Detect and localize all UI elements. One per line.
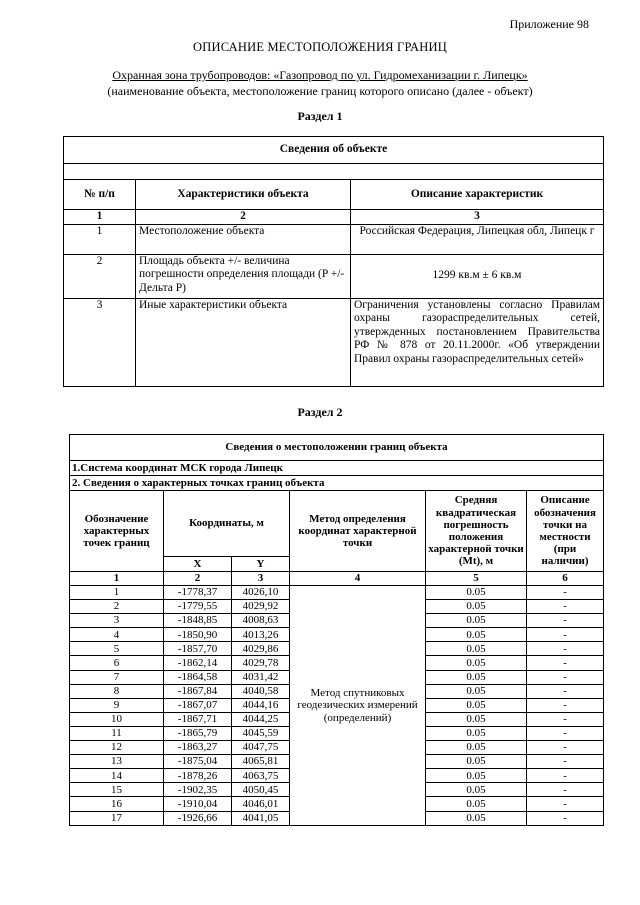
- point-id: 7: [70, 670, 164, 684]
- row-characteristic: Иные характеристики объекта: [136, 298, 351, 386]
- point-description: -: [527, 656, 604, 670]
- point-description: -: [527, 811, 604, 825]
- point-error: 0.05: [426, 670, 527, 684]
- document-title: ОПИСАНИЕ МЕСТОПОЛОЖЕНИЯ ГРАНИЦ: [193, 40, 447, 54]
- point-y: 4026,10: [232, 586, 290, 600]
- point-id: 16: [70, 797, 164, 811]
- point-error: 0.05: [426, 698, 527, 712]
- boundary-table-title: Сведения о местоположении границ объекта: [70, 435, 604, 461]
- point-y: 4029,78: [232, 656, 290, 670]
- header-x: X: [164, 557, 232, 572]
- header-characteristic: Характеристики объекта: [136, 180, 351, 210]
- col-number: 2: [164, 572, 232, 586]
- point-description: -: [527, 614, 604, 628]
- point-description: -: [527, 628, 604, 642]
- col-number: 3: [351, 210, 604, 225]
- point-y: 4050,45: [232, 783, 290, 797]
- point-x: -1910,04: [164, 797, 232, 811]
- point-id: 6: [70, 656, 164, 670]
- header-designation: Обозначение характерных точек границ: [70, 491, 164, 572]
- appendix-label: Приложение 98: [509, 17, 589, 31]
- point-id: 9: [70, 698, 164, 712]
- header-num: № п/п: [64, 180, 136, 210]
- coord-system: 1.Система координат МСК города Липецк: [70, 461, 604, 476]
- table-row: [64, 224, 604, 254]
- row-description: 1299 кв.м ± 6 кв.м: [351, 254, 604, 298]
- point-description: -: [527, 642, 604, 656]
- point-x: -1779,55: [164, 600, 232, 614]
- point-id: 5: [70, 642, 164, 656]
- point-y: 4045,59: [232, 726, 290, 740]
- point-description: -: [527, 755, 604, 769]
- point-x: -1902,35: [164, 783, 232, 797]
- point-y: 4013,26: [232, 628, 290, 642]
- row-characteristic: Местоположение объекта: [136, 224, 351, 254]
- point-id: 15: [70, 783, 164, 797]
- point-description: -: [527, 769, 604, 783]
- point-y: 4065,81: [232, 755, 290, 769]
- point-id: 12: [70, 741, 164, 755]
- point-description: -: [527, 586, 604, 600]
- point-error: 0.05: [426, 797, 527, 811]
- point-description: -: [527, 797, 604, 811]
- point-y: 4008,63: [232, 614, 290, 628]
- point-x: -1857,70: [164, 642, 232, 656]
- point-y: 4046,01: [232, 797, 290, 811]
- spacer-row: [64, 164, 604, 180]
- section1-label: Раздел 1: [297, 109, 343, 123]
- point-description: -: [527, 741, 604, 755]
- point-error: 0.05: [426, 811, 527, 825]
- points-title: 2. Сведения о характерных точках границ объекта: [70, 476, 604, 491]
- header-point-description: Описание обозначения точки на местности (при наличии): [527, 491, 604, 572]
- point-x: -1778,37: [164, 586, 232, 600]
- object-info-table: [63, 136, 604, 387]
- point-description: -: [527, 726, 604, 740]
- point-x: -1926,66: [164, 811, 232, 825]
- point-id: 11: [70, 726, 164, 740]
- object-caption: (наименование объекта, местоположение границ которого описано (далее - объект): [107, 84, 533, 98]
- point-error: 0.05: [426, 656, 527, 670]
- table-row: [70, 586, 604, 600]
- point-error: 0.05: [426, 712, 527, 726]
- row-description: Ограничения установлены согласно Правилам охраны газораспределительных сетей, утвержденных постановлением Правительства РФ № 878 от 20.11.2000г. «Об утверждении Правил охраны газораспределительных сетей»: [351, 298, 604, 386]
- point-error: 0.05: [426, 726, 527, 740]
- point-x: -1863,27: [164, 741, 232, 755]
- point-y: 4040,58: [232, 684, 290, 698]
- boundary-points-table: [69, 434, 604, 826]
- point-y: 4047,75: [232, 741, 290, 755]
- col-number: 1: [70, 572, 164, 586]
- col-number: 5: [426, 572, 527, 586]
- point-error: 0.05: [426, 783, 527, 797]
- col-number: 6: [527, 572, 604, 586]
- row-num: 3: [64, 298, 136, 386]
- point-error: 0.05: [426, 741, 527, 755]
- header-y: Y: [232, 557, 290, 572]
- point-x: -1867,84: [164, 684, 232, 698]
- method-cell: Метод спутниковых геодезических измерений (определений): [290, 586, 426, 826]
- row-num: 2: [64, 254, 136, 298]
- point-x: -1875,04: [164, 755, 232, 769]
- header-description: Описание характеристик: [351, 180, 604, 210]
- point-description: -: [527, 698, 604, 712]
- point-x: -1850,90: [164, 628, 232, 642]
- point-x: -1862,14: [164, 656, 232, 670]
- object-info-title: Сведения об объекте: [64, 137, 604, 164]
- point-y: 4031,42: [232, 670, 290, 684]
- point-x: -1865,79: [164, 726, 232, 740]
- header-error: Средняя квадратическая погрешность положения характерной точки (Mt), м: [426, 491, 527, 572]
- point-id: 1: [70, 586, 164, 600]
- point-y: 4044,25: [232, 712, 290, 726]
- point-id: 4: [70, 628, 164, 642]
- row-characteristic: Площадь объекта +/- величина погрешности определения площади (P +/- Дельта P): [136, 254, 351, 298]
- point-error: 0.05: [426, 642, 527, 656]
- point-x: -1878,26: [164, 769, 232, 783]
- row-num: 1: [64, 224, 136, 254]
- point-id: 3: [70, 614, 164, 628]
- point-id: 13: [70, 755, 164, 769]
- col-number: 1: [64, 210, 136, 225]
- point-description: -: [527, 670, 604, 684]
- point-error: 0.05: [426, 769, 527, 783]
- col-number: 4: [290, 572, 426, 586]
- point-y: 4029,92: [232, 600, 290, 614]
- point-description: -: [527, 712, 604, 726]
- point-x: -1867,07: [164, 698, 232, 712]
- point-description: -: [527, 600, 604, 614]
- section2-label: Раздел 2: [297, 405, 343, 419]
- point-y: 4063,75: [232, 769, 290, 783]
- point-error: 0.05: [426, 586, 527, 600]
- header-method: Метод определения координат характерной точки: [290, 491, 426, 572]
- point-error: 0.05: [426, 600, 527, 614]
- point-x: -1867,71: [164, 712, 232, 726]
- point-error: 0.05: [426, 614, 527, 628]
- table-row: [64, 254, 604, 298]
- point-error: 0.05: [426, 755, 527, 769]
- point-error: 0.05: [426, 628, 527, 642]
- row-description: Российская Федерация, Липецкая обл, Липецк г: [351, 224, 604, 254]
- point-x: -1864,58: [164, 670, 232, 684]
- point-x: -1848,85: [164, 614, 232, 628]
- point-id: 14: [70, 769, 164, 783]
- point-y: 4041,05: [232, 811, 290, 825]
- point-description: -: [527, 783, 604, 797]
- col-number: 3: [232, 572, 290, 586]
- col-number: 2: [136, 210, 351, 225]
- object-name: Охранная зона трубопроводов: «Газопровод по ул. Гидромеханизации г. Липецк»: [112, 68, 528, 82]
- header-coordinates: Координаты, м: [164, 491, 290, 557]
- point-id: 17: [70, 811, 164, 825]
- point-description: -: [527, 684, 604, 698]
- point-y: 4029,86: [232, 642, 290, 656]
- point-id: 8: [70, 684, 164, 698]
- point-id: 2: [70, 600, 164, 614]
- point-error: 0.05: [426, 684, 527, 698]
- object-name-line: [0, 68, 640, 83]
- point-y: 4044,16: [232, 698, 290, 712]
- point-id: 10: [70, 712, 164, 726]
- table-row: [64, 298, 604, 386]
